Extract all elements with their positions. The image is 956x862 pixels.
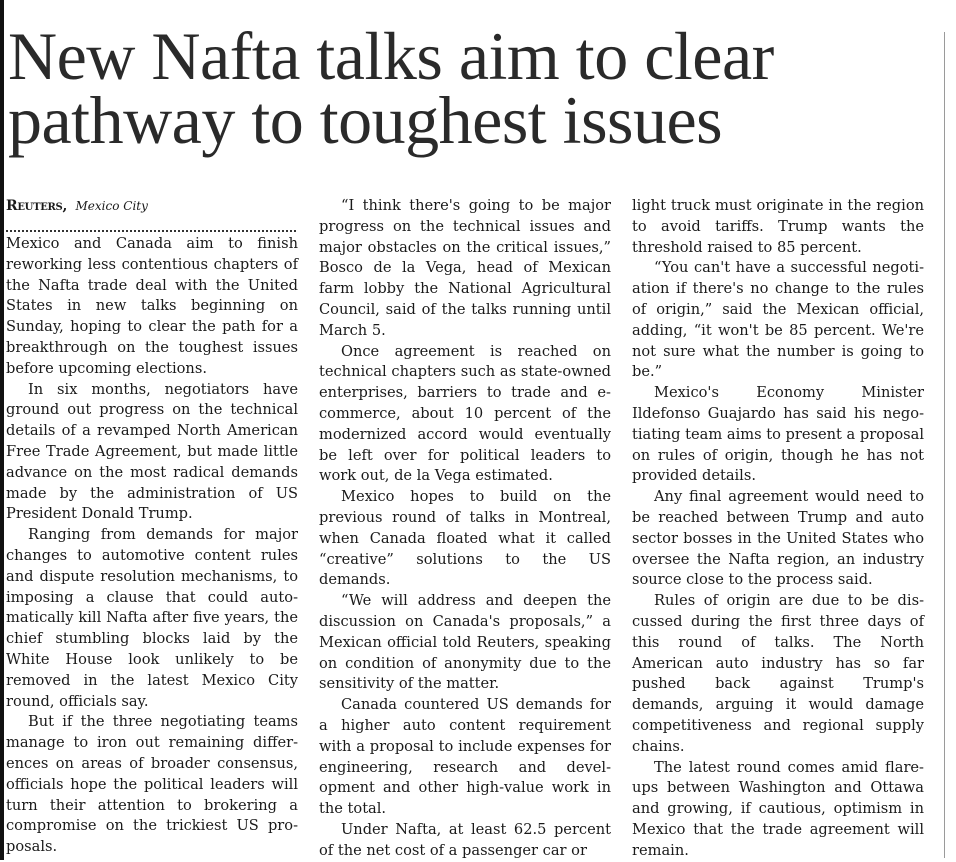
byline-location: Mexico City — [75, 199, 148, 213]
left-edge-rule — [0, 0, 4, 860]
paragraph: Once agreement is reached on technical chapters such as state-owned enterprises, barriers to trade and e-commerce, about 10 percent of the modernized accord would eventually be left over for political leaders to work out, de la Vega estimated. — [319, 342, 611, 485]
byline — [6, 196, 298, 216]
paragraph: In six months, negotiators have ground out progress on the technical details of a revamped North American Free Trade Agreement, but made little advance on the most radical demands made by the administration of US President Donald Trump. — [6, 380, 298, 523]
paragraph: Under Nafta, at least 62.5 percent of the net cost of a passenger car or — [319, 820, 611, 859]
right-column-rule — [944, 32, 945, 858]
paragraph: light truck must originate in the region to avoid tariffs. Trump wants the threshold raised to 85 percent. — [632, 197, 924, 256]
paragraph: Mexico and Canada aim to finish reworking less contentious chapters of the Nafta trade deal with the United States in new talks beginning on Sunday, hoping to clear the path for a breakthrough on the toughest issues before upcoming elections. — [6, 235, 298, 377]
paragraph: Any final agreement would need to be reached between Trump and auto sector bosses in the United States who oversee the Nafta region, an industry source close to the process said. — [632, 488, 924, 589]
paragraph: “I think there's going to be major progress on the technical issues and major obstacles on the critical issues,” Bosco de la Vega, head of Mexican farm lobby the National Agricultural Council, said of the talks running until March 5. — [319, 197, 611, 339]
paragraph: “You can't have a successful negotiation if there's no change to the rules of origin,” said the Mexican official, adding, “it won't be 85 percent. We're not sure what the number is going to be.” — [632, 259, 924, 381]
headline: New Nafta talks aim to clear pathway to toughest issues — [8, 18, 774, 158]
paragraph: “We will address and deepen the discussion on Canada's proposals,” a Mexican official told Reuters, speaking on condition of anonymity due to the sensitivity of the matter. — [319, 592, 611, 693]
article-column-2 — [319, 196, 611, 862]
article-column-1 — [6, 196, 298, 858]
byline-source: Reuters, — [6, 198, 68, 214]
paragraph: Rules of origin are due to be discussed during the first three days of this round of talks. The North American auto industry has so far pushed back against Trump's demands, arguing it would damage competitiveness and regional supply chains. — [632, 592, 924, 755]
paragraph: Ranging from demands for major changes to automotive content rules and dispute resolution mechanisms, to imposing a clause that could automatically kill Nafta after five years, the chief stumbling blocks laid by the White House look unlikely to be removed in the latest Mexico City round, officials say. — [6, 526, 298, 710]
article-column-3 — [632, 196, 924, 862]
paragraph: Mexico's Economy Minister Ildefonso Guajardo has said his negotiating team aims to present a proposal on rules of origin, though he has not provided details. — [632, 384, 924, 485]
dotted-divider — [6, 216, 296, 232]
paragraph: Canada countered US demands for a higher auto content requirement with a proposal to include expenses for engineering, research and development and other high-value work in the total. — [319, 696, 611, 818]
paragraph: Mexico hopes to build on the previous round of talks in Montreal, when Canada floated what it called “creative” solutions to the US demands. — [319, 488, 611, 589]
paragraph: But if the three negotiating teams manage to iron out remaining differences on areas of broader consensus, officials hope the political leaders will turn their attention to brokering a compromise on the trickiest US proposals. — [6, 713, 298, 856]
paragraph: The latest round comes amid flare-ups between Washington and Ottawa and growing, if cautious, optimism in Mexico that the trade agreement will remain. — [632, 758, 924, 859]
